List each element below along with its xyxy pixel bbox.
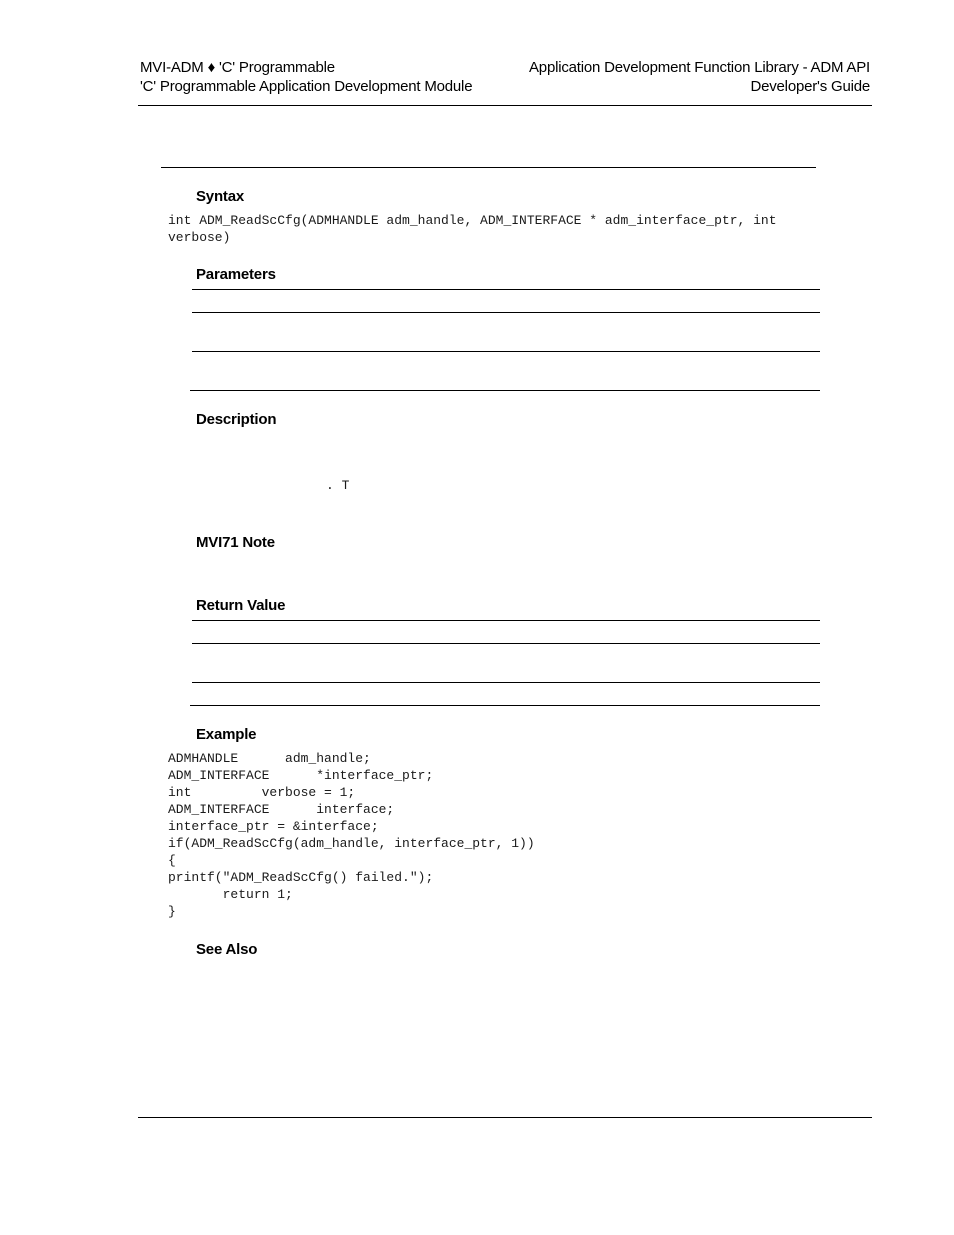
header-doc-title: Developer's Guide [750,78,870,95]
example-code-line: printf("ADM_ReadScCfg() failed."); [168,870,434,885]
syntax-line-2: verbose) [168,230,231,245]
example-heading: Example [196,726,257,743]
parameters-table-header-rule [192,312,820,313]
description-heading: Description [196,411,277,428]
header-product-name: MVI-ADM ♦ 'C' Programmable [140,59,335,76]
example-code-line: return 1; [168,887,293,902]
return-value-heading: Return Value [196,597,286,614]
footer-rule [138,1117,872,1118]
return-value-table-top-rule [192,620,820,621]
header-rule [138,105,872,106]
return-value-table-header-rule [192,643,820,644]
syntax-heading: Syntax [196,188,244,205]
example-code-line: { [168,853,176,868]
return-value-table-bottom-rule [190,705,820,706]
return-value-table-row-rule [192,682,820,683]
header-module-name: 'C' Programmable Application Development Module [140,78,473,95]
function-title-rule [161,167,816,168]
example-code-line: ADM_INTERFACE *interface_ptr; [168,768,434,783]
example-code-line: ADMHANDLE adm_handle; [168,751,371,766]
example-code-line: int verbose = 1; [168,785,356,800]
parameters-table-top-rule [192,289,820,290]
parameters-table-row-rule [192,351,820,352]
example-code-line: ADM_INTERFACE interface; [168,802,395,817]
mvi71-note-heading: MVI71 Note [196,534,275,551]
syntax-line-1: int ADM_ReadScCfg(ADMHANDLE adm_handle, ADM_INTERFACE * adm_interface_ptr, int [168,213,777,228]
header-doc-section: Application Development Function Library - ADM API [529,59,870,76]
description-fragment: . T [326,478,350,493]
parameters-heading: Parameters [196,266,276,283]
example-code-line: interface_ptr = &interface; [168,819,379,834]
example-code-line: if(ADM_ReadScCfg(adm_handle, interface_ptr, 1)) [168,836,535,851]
parameters-table-bottom-rule [190,390,820,391]
see-also-heading: See Also [196,941,258,958]
example-code-line: } [168,904,176,919]
